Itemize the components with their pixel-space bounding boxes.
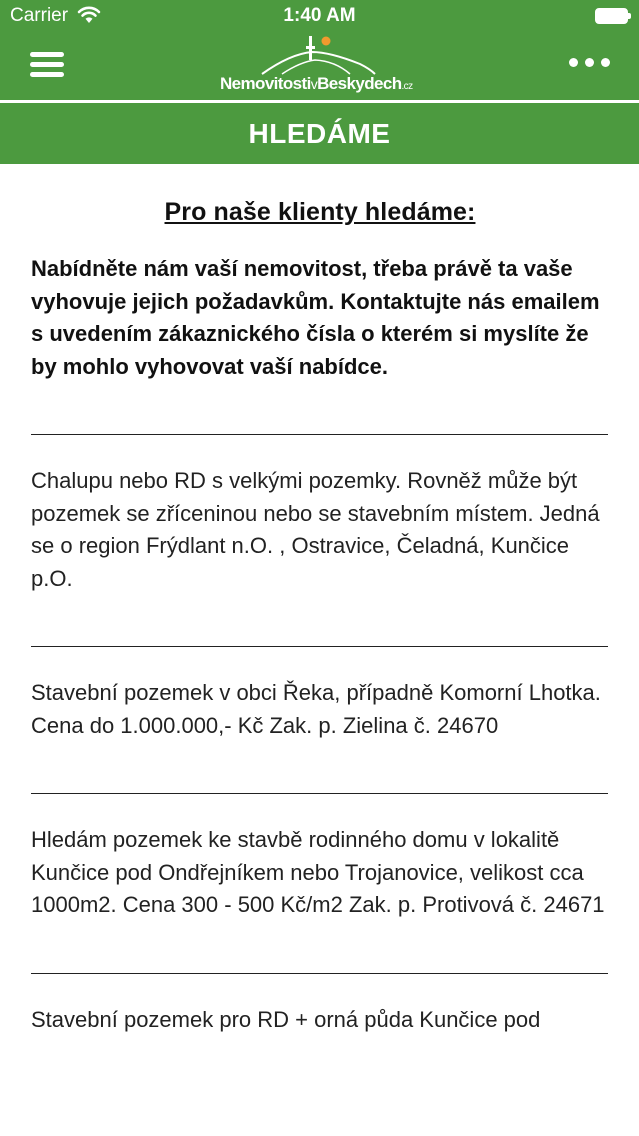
status-time: 1:40 AM	[283, 5, 356, 26]
navigation-bar	[0, 34, 639, 100]
more-options-button[interactable]	[569, 58, 609, 70]
logo-tld: .cz	[401, 81, 413, 92]
battery-icon	[595, 8, 631, 24]
list-item: Hledám pozemek ke stavbě rodinného domu v lokalitě Kunčice pod Ondřejníkem nebo Trojanovice, velikost cca 1000m2. Cena 300 - 500 Kč/m2 Zak. p. Protivová č. 24671	[31, 827, 605, 917]
more-dots-icon	[569, 58, 578, 67]
logo-text	[220, 74, 413, 94]
logo-name-part2: Beskydech	[317, 74, 402, 93]
page-heading: Pro naše klienty hledáme:	[164, 198, 476, 226]
section-title: HLEDÁME	[0, 103, 639, 164]
content-area	[31, 164, 609, 1036]
list-item: Chalupu nebo RD s velkými pozemky. Rovněž může být pozemek se zříceninou nebo se stavebním místem. Jedná se o region Frýdlant n.O. , Ostravice, Čeladná, Kunčice p.O.	[31, 468, 600, 591]
separator	[31, 793, 608, 794]
separator	[31, 434, 608, 435]
hamburger-icon-line	[30, 62, 64, 67]
list-item: Stavební pozemek v obci Řeka, případně Komorní Lhotka. Cena do 1.000.000,- Kč Zak. p. Zielina č. 24670	[31, 680, 601, 738]
logo-name-v: v	[310, 76, 318, 92]
mountain-logo-icon	[220, 34, 410, 78]
logo-sun-icon	[322, 37, 331, 46]
separator	[31, 973, 608, 974]
top-header	[0, 0, 639, 100]
carrier-label: Carrier	[10, 5, 69, 26]
status-bar	[0, 0, 639, 34]
list-item: Stavební pozemek pro RD + orná půda Kunčice pod	[31, 1006, 541, 1032]
more-dots-icon	[585, 58, 594, 67]
logo-name-part1: Nemovitosti	[220, 74, 311, 93]
intro-text: Nabídněte nám vaší nemovitost, třeba právě ta vaše vyhovuje jejich požadavkům. Kontaktujte nás emailem s uvedením zákaznického čísla o kterém si myslíte že by mohlo vyhovovat vaší nabídce.	[31, 256, 600, 379]
separator	[31, 646, 608, 647]
hamburger-icon-line	[30, 52, 64, 57]
hamburger-icon-line	[30, 72, 64, 77]
more-dots-icon	[601, 58, 610, 67]
site-logo[interactable]	[220, 34, 413, 96]
menu-button[interactable]	[30, 50, 66, 78]
